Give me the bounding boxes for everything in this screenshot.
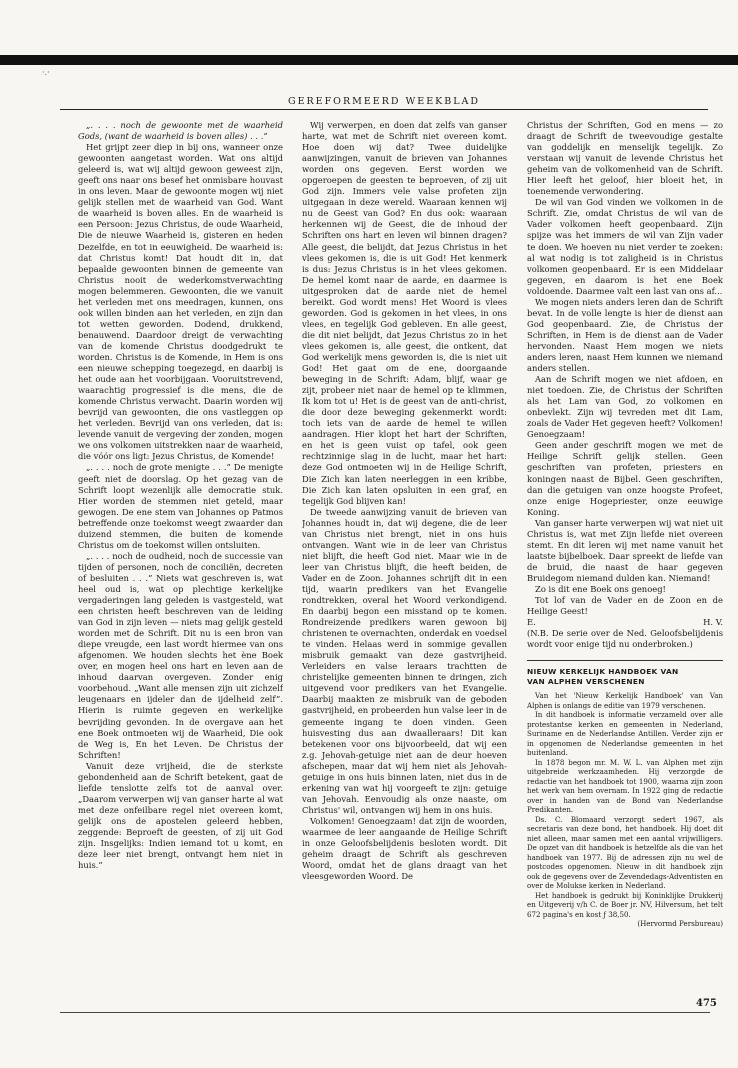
column2-paragraph: Volkomen! Genoegzaam! dat zijn de woorden, waarmee de leer aangaande de Heilige Schrift in onze Geloofsbelijdenis besloten wordt. Dit geheim draagt de Schrift als geschreven Woord, omdat het de glans draagt van het vleesgeworden Woord. De — [302, 815, 507, 882]
news-paragraph: Het handboek is gedrukt bij Koninklijke Drukkerij en Uitgeverij v/h C. de Boer jr. NV, Hilversum, het telt 672 pagina's en kost ƒ 38,50. — [527, 890, 723, 919]
page-header — [60, 96, 708, 110]
news-body — [527, 691, 723, 929]
column3-paragraph: We mogen niets anders leren dan de Schrift bevat. In de volle lengte is hier de dienst aan God geopenbaard. Zie, de Christus der Schriften, in Hem is de dienst aan de Vader hervonden. Naast Hem mogen we niets anders leren, naast Hem kunnen we niemand anders stellen. — [527, 296, 723, 374]
column-3 — [527, 120, 723, 990]
column3-paragraph: Zo is dit ene Boek ons genoeg! — [535, 583, 666, 594]
column-1 — [78, 120, 283, 990]
news-title — [527, 667, 723, 687]
news-paragraph: In 1878 begon mr. M. W. L. van Alphen met zijn uitgebreide werkzaamheden. Hij verzorgde de redactie van het handboek tot 1900, waarna zijn zoon het werk van hem overnam. In 1922 ging de redactie over in handen van de Bond van Nederlandse Predikanten. — [527, 757, 723, 815]
column3-paragraph: Aan de Schrift mogen we niet afdoen, en niet toedoen. Zie, de Christus der Schriften als het Lam van God, zo volkomen en onbevlekt. Zijn wij tevreden met dit Lam, zoals de Vader Het gegeven heeft? Volkomen! Genoegzaam! — [527, 374, 723, 440]
column3-paragraph: Van ganser harte verwerpen wij wat niet uit Christus is, wat met Zijn liefde niet overeen stemt. En dit leren wij met name vanuit het laatste bijbelboek. Daar spreekt de liefde van de bruid, die naast de haar gegeven Bruidegom niemand dulden kan. Niemand! — [527, 517, 723, 583]
column1-paragraph: Het grijpt zeer diep in bij ons, wanneer onze gewoonten aangetast worden. Wat ons altijd geleerd is, wat wij altijd gewoon geweest zijn, geeft ons naar ons besef het onmisbare houvast in ons leven. Maar de gewoonte mogen wij niet gelijk stellen met de waarheid van God. Want de waarheid is boven alles. En de waarheid is een Persoon: Jezus Christus, de oude Waarheid, Die de nieuwe Waarheid is, gisteren en heden Dezelfde, en tot in eeuwigheid. De waarheid is: dat Christus komt! Dat houdt dit in, dat bepaalde gewoonten binnen de gemeente van Christus nooit de wederkomstverwachting mogen belemmeren. Gewoonten, die we vanuit het verleden met ons meedragen, kunnen, ons ook willen binden aan het verleden, en zijn dan tot wetten geworden. Dodend, drukkend, benauwend. Daardoor dreigt de verwachting van de komende Christus doodgedrukt te worden. Christus is de Komende, in Hem is ons een nieuwe schepping toegezegd, en daarbij is het oude aan het voorbijgaan. Vooruitstrevend, waarachtig progressief is die mens, die de komende Christus verwacht. Daarin worden wij bevrijd van gewoonten, die ons vastleggen op het verleden. Bevrijd van ons verleden, dat is: levende vanuit de vergeving der zonden, mogen we ons volkomen uitstrekken naar de waarheid, die vóór ons ligt: Jezus Christus, de Komende! — [78, 142, 283, 462]
column1-paragraph: „. . . . noch de oudheid, noch de successie van tijden of personen, noch de conciliën, decreten of besluiten . . .” Niets wat geschreven is, wat heel oud is, wat op plechtige kerkelijke vergaderingen lang geleden is vastgesteld, wat een christen heeft beschreven van de leiding van God in zijn leven — niets mag gelijk gesteld worden met de Schrift. Dit nu is een bron van diepe vreugde, een last wordt hiermee van ons afgenomen. We houden slechts het ène Boek over, en mogen heel ons hart en leven aan de inhoud daarvan overgeven. Zonder enig voorbehoud. „Want alle mensen zijn uit zichzelf leugenaars en ijdeler dan de ijdelheid zelf”. Hierin is ruimte gegeven en werkelijke bevrijding gevonden. In de overgave aan het ene Boek ontmoeten wij de Waarheid, Die ook de Weg is, En het Leven. De Christus der Schriften! — [78, 550, 283, 760]
news-paragraph: Van het 'Nieuw Kerkelijk Handboek' van Van Alphen is onlangs de editie van 1979 verschenen. — [527, 691, 723, 710]
top-black-bar — [0, 55, 738, 65]
column-2 — [302, 120, 507, 990]
section-divider — [527, 660, 723, 661]
column2-paragraph: De tweede aanwijzing vanuit de brieven van Johannes houdt in, dat wij degene, die de leer van Christus niet brengt, niet in ons huis ontvangen. Want wie in de leer van Christus niet blijft, die heeft God niet. Maar wie in de leer van Christus blijft, die heeft beiden, de Vader en de Zoon. Johannes schrijft dit in een tijd, waarin predikers van het Evangelie rondtrekken, overal het Woord verkondigend. En daarbij begon een misstand op te komen. Rondreizende predikers waren gewoon bij christenen te overnachten, onderdak en voedsel te vinden. Helaas werd in sommige gevallen misbruik gemaakt van deze gastvrijheid. Verleiders en valse leraars trachtten de christelijke gemeenten binnen te dringen, zich uitgevend voor predikers van het Evangelie. Daarbij maakten ze misbruik van de geboden gastvrijheid, en probeerden hun valse leer in de gemeente ingang te doen vinden. Geen huisvesting dus aan dwaalleraars! Dit kan betekenen voor ons bijvoorbeeld, dat wij een z.g. Jehovah-getuige niet aan de deur hoeven afschepen, maar dat wij hem niet als Jehovah-getuige in ons huis binnen laten, niet dus in de erkening van wat hij voorgeeft te zijn: getuige van Jehovah. Eenvoudig als onze naaste, om Christus' wil, ontvangen wij hem in ons huis. — [302, 506, 507, 815]
page-number: 475 — [696, 998, 717, 1009]
signature-right: H. V. — [703, 617, 723, 628]
column3-paragraph: Geen ander geschrift mogen we met de Heilige Schrift gelijk stellen. Geen geschriften van profeten, priesters en koningen naast de Bijbel. Geen geschriften, dan die getuigen van onze hoogste Profeet, onze enige Hogepriester, onze eeuwige Koning. — [527, 440, 723, 517]
signature-left: E. — [527, 617, 536, 628]
column3-paragraph: De wil van God vinden we volkomen in de Schrift. Zie, omdat Christus de wil van de Vader volkomen heeft geopenbaard. Zijn spijze was het immers de wil van Zijn vader te doen. We hoeven nu niet verder te zoeken: al wat nodig is tot zaligheid is in Christus volkomen geopenbaard. Er is een Middelaar gegeven, en daarom is het ene Boek voldoende. Daarmee valt een last van ons af... — [527, 197, 723, 296]
news-paragraph: Ds. C. Blomaard verzorgt sedert 1967, als secretaris van deze bond, het handboek. Hij doet dit niet alleen, maar samen met een aantal vrijwilligers. De opzet van dit handboek is hetzelfde als die van het handboek van 1977. Bij de adressen zijn nu wel de postcodes opgenomen. Nieuw in dit handboek zijn ook de gegevens over de Zevendedags-Adventisten en over de Molukse kerken in Nederland. — [527, 814, 723, 891]
news-title-line: NIEUW KERKELIJK HANDBOEK VAN — [527, 667, 679, 677]
column3-paragraph: Tot lof van de Vader en de Zoon en de Heilige Geest! — [527, 595, 723, 617]
column3-paragraph: Christus der Schriften, God en mens — zo draagt de Schrift de tweevoudige gestalte van goddelijk en menselijk tegelijk. Zo verstaan wij vanuit de levende Christus het geheim van de volkomenheid van de Schrift. Hier leeft het geloof, hier bloeit het, in toenemende verwondering. — [527, 120, 723, 197]
editor-note: (N.B. De serie over de Ned. Geloofsbelijdenis wordt voor enige tijd nu onderbroken.) — [527, 628, 723, 650]
column1-paragraph: Vanuit deze vrijheid, die de sterkste gebondenheid aan de Schrift betekent, gaat de liefde tenslotte zelfs tot de aanval over. „Daarom verwerpen wij van ganser harte al wat met deze onfeilbare regel niet overeen komt, gelijk ons de apostelen geleerd hebben, zeggende: Beproeft de geesten, of zij uit God zijn. Insgelijks: Indien iemand tot u komt, en deze leer niet brengt, ontvangt hem niet in huis.” — [78, 760, 283, 871]
scan-mark: ·.· — [42, 68, 50, 77]
column1-paragraph: „. . . . noch de gewoonte met de waarheid Gods, (want de waarheid is boven alles) . . .” — [78, 120, 283, 142]
bottom-rule — [60, 1012, 710, 1013]
column2-paragraph: Wij verwerpen, en doen dat zelfs van ganser harte, wat met de Schrift niet overeen komt. Hoe doen wij dat? Twee duidelijke aanwijzingen, vanuit de brieven van Johannes worden ons gegeven. Eerst worden we opgeroepen de geesten te beproeven, of zij uit God zijn. Immers vele valse profeten zijn uitgegaan in deze wereld. Waaraan kennen wij nu de Geest van God? En dus ook: waaraan herkennen wij de Geest, die de inhoud der Schriften ons hart en leven wil binnen dragen? Alle geest, die belijdt, dat Jezus Christus in het vlees gekomen is, die is uit God! Het kenmerk is dus: Jezus Christus is in het vlees gekomen. De hemel komt naar de aarde, en daarmee is uitgesproken dat de aarde niet de hemel bereikt. God wordt mens! Het Woord is vlees geworden. God is gekomen in het vlees, in ons vlees, en tegelijk God gebleven. En alle geest, die dit niet belijdt, dat Jezus Christus zo in het vlees gekomen is, alle geest, die ontkent, dat God werkelijk mens geworden is, die is niet uit God! Het gaat om de ene, doorgaande beweging in de Schrift: Adam, blijf, waar ge zijt, probeer niet naar de hemel op te klimmen, Ik kom tot u! Het is de geest van de anti-christ, die door deze beweging gekenmerkt wordt: toch iets van de aarde de hemel te willen aandragen. Hier klopt het hart der Schriften, en het is geen vuist op tafel, ook geen rechtzinnige slag in de lucht, maar het hart: deze God ontmoeten wij in de Heilige Schrift, Die Zich kan laten neerleggen in een kribbe, Die Zich kan laten opsluiten in een graf, en tegelijk God blijven kan! — [302, 120, 507, 506]
news-paragraph: In dit handboek is informatie verzameld over alle protestantse kerken en gemeenten in Nederland, Suriname en de Nederlandse Antillen. Verder zijn er in opgenomen de Nederlandse gemeenten in het buitenland. — [527, 710, 723, 758]
signature — [527, 617, 723, 628]
header-title: GEREFORMEERD WEEKBLAD — [287, 96, 481, 107]
news-credit: (Hervormd Persbureau) — [637, 919, 723, 929]
news-title-line: VAN ALPHEN VERSCHENEN — [527, 677, 645, 687]
column1-paragraph: „. . . . noch de grote menigte . . .” De menigte geeft niet de doorslag. Op het gezag van de Schrift loopt wezenlijk alle democratie stuk. Hier worden de stemmen niet geteld, maar gewogen. De ene stem van Johannes op Patmos betreffende onze toekomst weegt zwaarder dan duizend stemmen, die buiten de komende Christus om de toekomst willen ontsluiten. — [78, 462, 283, 550]
